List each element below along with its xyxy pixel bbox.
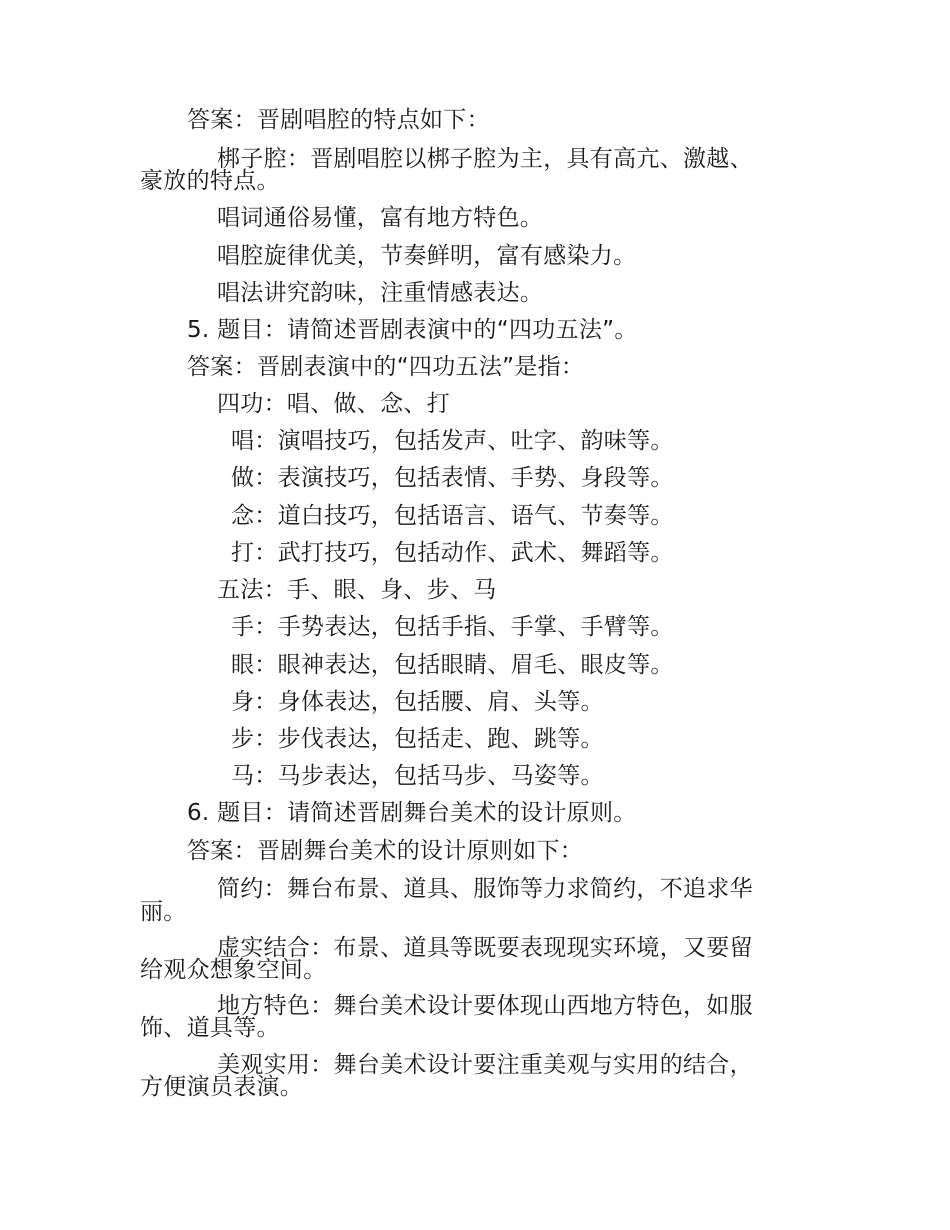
answer-5-heading: 答案：晋剧表演中的“四功五法”是指：	[187, 354, 585, 380]
four-skills-item-recite: 念：道白技巧，包括语言、语气、节奏等。	[231, 503, 674, 529]
five-methods-heading: 五法：手、眼、身、步、马	[217, 577, 497, 603]
five-methods-item-body: 身：身体表达，包括腰、肩、头等。	[231, 689, 604, 715]
five-methods-item-hand: 手：手势表达，包括手指、手掌、手臂等。	[231, 614, 674, 640]
answer-6-item-1-line-1: 简约：舞台布景、道具、服饰等力求简约，不追求华	[217, 876, 753, 902]
answer-6-item-2-line-1: 虚实结合：布景、道具等既要表现现实环境，又要留	[217, 935, 753, 961]
answer-6-item-2-line-2: 给观众想象空间。	[140, 957, 327, 983]
five-methods-item-eye: 眼：眼神表达，包括眼睛、眉毛、眼皮等。	[231, 652, 674, 678]
answer-4-heading: 答案：晋剧唱腔的特点如下：	[187, 107, 490, 133]
question-6: 6. 题目：请简述晋剧舞台美术的设计原则。	[187, 800, 637, 826]
answer-6-item-3-line-1: 地方特色：舞台美术设计要体现山西地方特色，如服	[217, 993, 753, 1019]
five-methods-item-horse: 马：马步表达，包括马步、马姿等。	[231, 763, 604, 789]
answer-6-item-4-line-1: 美观实用：舞台美术设计要注重美观与实用的结合，	[217, 1052, 753, 1078]
answer-4-item-1-line-1: 梆子腔：晋剧唱腔以梆子腔为主，具有高亢、激越、	[217, 146, 753, 172]
answer-4-item-2: 唱词通俗易懂，富有地方特色。	[217, 205, 544, 231]
five-methods-item-step: 步：步伐表达，包括走、跑、跳等。	[231, 726, 604, 752]
four-skills-heading: 四功：唱、做、念、打	[217, 391, 450, 417]
answer-4-item-1-line-2: 豪放的特点。	[140, 168, 280, 194]
answer-4-item-4: 唱法讲究韵味，注重情感表达。	[217, 280, 544, 306]
four-skills-item-sing: 唱：演唱技巧，包括发声、吐字、韵味等。	[231, 428, 674, 454]
four-skills-item-fight: 打：武打技巧，包括动作、武术、舞蹈等。	[231, 540, 674, 566]
answer-6-item-3-line-2: 饰、道具等。	[140, 1015, 280, 1041]
answer-6-item-1-line-2: 丽。	[140, 899, 187, 925]
answer-4-item-3: 唱腔旋律优美，节奏鲜明，富有感染力。	[217, 243, 637, 269]
answer-6-item-4-line-2: 方便演员表演。	[140, 1074, 304, 1100]
answer-6-heading: 答案：晋剧舞台美术的设计原则如下：	[187, 838, 584, 864]
four-skills-item-act: 做：表演技巧，包括表情、手势、身段等。	[231, 465, 674, 491]
question-5: 5. 题目：请简述晋剧表演中的“四功五法”。	[187, 317, 638, 343]
